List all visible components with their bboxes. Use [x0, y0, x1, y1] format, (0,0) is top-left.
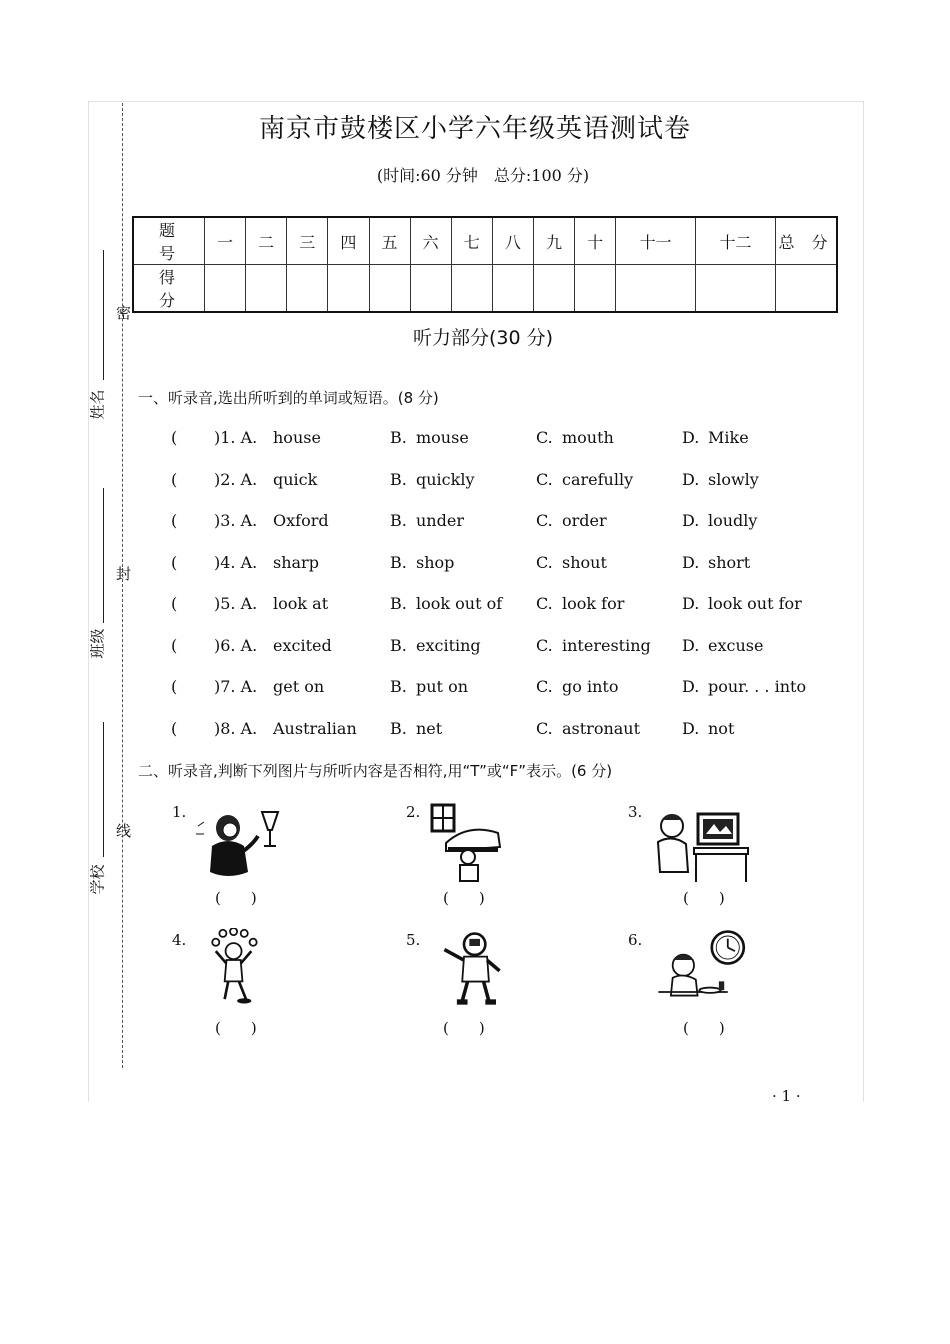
answer-paren[interactable]: ( )	[443, 889, 485, 907]
answer-paren[interactable]: (	[171, 428, 178, 447]
option-d: Mike	[708, 428, 749, 447]
header-label: 题 号	[133, 217, 205, 265]
option-a: get on	[273, 677, 325, 696]
singer-with-cup-icon	[192, 806, 292, 886]
score-cell[interactable]	[534, 265, 575, 313]
option-c: look for	[562, 594, 625, 613]
col-3: 三	[287, 217, 328, 265]
score-cell[interactable]	[328, 265, 369, 313]
listening-section-title: 听力部分(30 分)	[412, 327, 554, 349]
answer-paren[interactable]: (	[171, 470, 178, 489]
option-b-letter: B.	[390, 553, 407, 572]
answer-paren[interactable]: (	[171, 719, 178, 738]
col-8: 八	[492, 217, 533, 265]
fold-char-xian: 线	[116, 822, 132, 840]
option-d: not	[708, 719, 735, 738]
option-b-letter: B.	[390, 719, 407, 738]
option-b-letter: B.	[390, 511, 407, 530]
option-d-letter: D.	[682, 428, 700, 447]
question-number: )6. A.	[214, 636, 258, 655]
question-row	[0, 677, 950, 701]
answer-paren[interactable]: ( )	[215, 1019, 257, 1037]
col-total: 总 分	[776, 217, 838, 265]
question-number: )3. A.	[214, 511, 258, 530]
option-c-letter: C.	[536, 470, 553, 489]
answer-paren[interactable]: ( )	[683, 889, 725, 907]
option-d-letter: D.	[682, 719, 700, 738]
option-c: order	[562, 511, 607, 530]
question-number: )7. A.	[214, 677, 258, 696]
question-number: )4. A.	[214, 553, 258, 572]
option-b: shop	[416, 553, 455, 572]
school-label: 学校	[88, 864, 107, 895]
picture-number: 5.	[406, 931, 421, 949]
answer-paren[interactable]: (	[171, 594, 178, 613]
question-row	[0, 594, 950, 618]
score-cell-total[interactable]	[776, 265, 838, 313]
piano-player-icon	[428, 803, 528, 883]
question-number: )8. A.	[214, 719, 258, 738]
option-a: Australian	[273, 719, 357, 738]
question-row	[0, 553, 950, 577]
option-d: pour. . . into	[708, 677, 807, 696]
col-10: 十	[575, 217, 616, 265]
part1-heading: 一、听录音,选出所听到的单词或短语。(8 分)	[138, 389, 439, 407]
option-b-letter: B.	[390, 677, 407, 696]
option-b: net	[416, 719, 443, 738]
fold-char-feng: 封	[116, 565, 132, 583]
score-table-score-row	[133, 265, 837, 313]
option-d-letter: D.	[682, 594, 700, 613]
boy-eating-clock-icon	[652, 928, 752, 1008]
option-c: go into	[562, 677, 619, 696]
question-number: )2. A.	[214, 470, 258, 489]
option-c: astronaut	[562, 719, 641, 738]
fold-line	[122, 103, 123, 1068]
picture-number: 3.	[628, 803, 643, 821]
answer-paren[interactable]: ( )	[215, 889, 257, 907]
question-number: )1. A.	[214, 428, 258, 447]
juggler-icon	[196, 928, 296, 1008]
question-row	[0, 470, 950, 494]
picture-number: 4.	[172, 931, 187, 949]
question-row	[0, 636, 950, 660]
col-4: 四	[328, 217, 369, 265]
score-cell[interactable]	[287, 265, 328, 313]
answer-paren[interactable]: ( )	[683, 1019, 725, 1037]
option-c: interesting	[562, 636, 651, 655]
col-5: 五	[369, 217, 410, 265]
col-1: 一	[205, 217, 246, 265]
option-c: mouth	[562, 428, 614, 447]
option-c-letter: C.	[536, 677, 553, 696]
option-a: sharp	[273, 553, 319, 572]
col-12: 十二	[696, 217, 776, 265]
option-c-letter: C.	[536, 553, 553, 572]
score-cell[interactable]	[246, 265, 287, 313]
name-blank[interactable]	[103, 250, 104, 380]
page-title: 南京市鼓楼区小学六年级英语测试卷	[258, 114, 691, 144]
score-table-header-row	[133, 217, 837, 265]
option-b-letter: B.	[390, 428, 407, 447]
question-row	[0, 511, 950, 535]
question-row	[0, 428, 950, 452]
option-c-letter: C.	[536, 719, 553, 738]
score-cell[interactable]	[575, 265, 616, 313]
class-label: 班级	[88, 628, 107, 659]
picture-number: 6.	[628, 931, 643, 949]
option-d: excuse	[708, 636, 764, 655]
option-d-letter: D.	[682, 677, 700, 696]
col-6: 六	[410, 217, 451, 265]
exam-info: (时间:60 分钟 总分:100 分)	[376, 166, 590, 185]
col-2: 二	[246, 217, 287, 265]
question-row	[0, 719, 950, 743]
score-label: 得 分	[133, 265, 205, 313]
option-b-letter: B.	[390, 594, 407, 613]
option-d-letter: D.	[682, 511, 700, 530]
astronaut-icon	[430, 930, 530, 1010]
col-7: 七	[451, 217, 492, 265]
option-d: loudly	[708, 511, 758, 530]
option-b: exciting	[416, 636, 481, 655]
score-cell[interactable]	[205, 265, 246, 313]
option-c-letter: C.	[536, 428, 553, 447]
option-c: shout	[562, 553, 607, 572]
option-b-letter: B.	[390, 636, 407, 655]
score-cell[interactable]	[492, 265, 533, 313]
option-d-letter: D.	[682, 553, 700, 572]
option-a: quick	[273, 470, 318, 489]
score-cell[interactable]	[369, 265, 410, 313]
option-d: look out for	[708, 594, 802, 613]
score-cell[interactable]	[451, 265, 492, 313]
answer-paren[interactable]: ( )	[443, 1019, 485, 1037]
fold-char-mi: 密	[116, 304, 132, 322]
answer-paren[interactable]: (	[171, 636, 178, 655]
option-b: look out of	[416, 594, 503, 613]
option-b-letter: B.	[390, 470, 407, 489]
name-label: 姓名	[88, 389, 107, 420]
option-a: house	[273, 428, 321, 447]
picture-number: 1.	[172, 803, 187, 821]
option-b: quickly	[416, 470, 475, 489]
part2-heading: 二、听录音,判断下列图片与所听内容是否相符,用“T”或“F”表示。(6 分)	[138, 762, 613, 780]
option-d: slowly	[708, 470, 759, 489]
score-cell[interactable]	[616, 265, 696, 313]
picture-number: 2.	[406, 803, 421, 821]
answer-paren[interactable]: (	[171, 677, 178, 696]
option-a: look at	[273, 594, 329, 613]
score-table	[132, 216, 838, 313]
option-d-letter: D.	[682, 636, 700, 655]
option-b: under	[416, 511, 464, 530]
option-c-letter: C.	[536, 636, 553, 655]
option-b: put on	[416, 677, 468, 696]
option-c-letter: C.	[536, 594, 553, 613]
option-b: mouse	[416, 428, 469, 447]
option-c-letter: C.	[536, 511, 553, 530]
option-d: short	[708, 553, 751, 572]
page-number: · 1 ·	[772, 1087, 801, 1105]
answer-paren[interactable]: (	[171, 553, 178, 572]
option-c: carefully	[562, 470, 634, 489]
answer-paren[interactable]: (	[171, 511, 178, 530]
option-a: excited	[273, 636, 332, 655]
boy-at-computer-icon	[654, 806, 754, 886]
question-number: )5. A.	[214, 594, 258, 613]
col-9: 九	[534, 217, 575, 265]
score-cell[interactable]	[696, 265, 776, 313]
option-d-letter: D.	[682, 470, 700, 489]
option-a: Oxford	[273, 511, 329, 530]
col-11: 十一	[616, 217, 696, 265]
score-cell[interactable]	[410, 265, 451, 313]
